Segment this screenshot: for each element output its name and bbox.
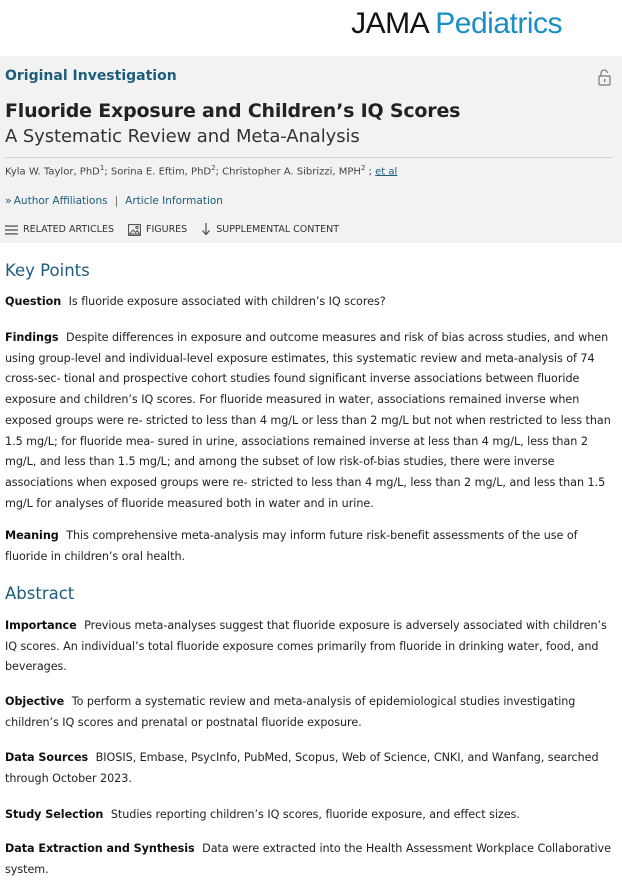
author-sup: 1 xyxy=(99,164,105,172)
journal-header xyxy=(0,0,622,56)
article-title: Fluoride Exposure and Children’s IQ Scores xyxy=(5,100,461,122)
study-selection-text: Studies reporting children’s IQ scores, fluoride exposure, and effect sizes. xyxy=(110,808,520,821)
supplemental-content-label: SUPPLEMENTAL CONTENT xyxy=(216,224,340,235)
key-point-meaning xyxy=(5,526,615,567)
chevron-right-icon: » xyxy=(5,194,12,207)
logo-pediatrics: Pediatrics xyxy=(435,7,562,40)
download-icon xyxy=(201,223,211,236)
question-label: Question xyxy=(5,295,62,308)
unlock-icon[interactable] xyxy=(598,69,611,86)
question-text: Is fluoride exposure associated with children’s IQ scores? xyxy=(68,295,386,308)
abstract-objective xyxy=(5,692,615,733)
data-extraction-label: Data Extraction and Synthesis xyxy=(5,842,195,855)
key-points-heading: Key Points xyxy=(5,261,90,280)
supplemental-content-button[interactable] xyxy=(201,223,339,236)
findings-text: Despite differences in exposure and outcome measures and risk of bias across studies, and when using group-level and individual-level exposure estimates, this systematic review and meta-analysis of 74 cross-sec- tional and prospective cohort studies found significant inverse associations between fluoride exposure and children’s IQ scores. For fluoride measured in water, associations remained inverse when exposed groups were re- stricted to less than 4 mg/L or less than 2 mg/L but not when restricted to less than 1.5 mg/L; for fluoride mea- sured in urine, associations remained inverse at less than 4 mg/L, less than 2 mg/L, and less than 1.5 mg/L; and among the subset of low risk-of-bias studies, there were inverse associations when exposed groups were re- stricted to less than 4 mg/L, less than 2 mg/L, and less than 1.5 mg/L for analyses of fluoride measured both in water and in urine. xyxy=(5,331,611,510)
findings-label: Findings xyxy=(5,331,59,344)
importance-text: Previous meta-analyses suggest that fluoride exposure is adversely associated with children’s IQ scores. An individual’s total fluoride exposure comes primarily from fluoride in drinking water, food, and beverages. xyxy=(5,619,607,674)
author-name[interactable]: Christopher A. Sibrizzi, MPH xyxy=(222,166,361,178)
objective-text: To perform a systematic review and meta-analysis of epidemiological studies investigating children’s IQ scores and prenatal or postnatal fluoride exposure. xyxy=(5,695,576,729)
list-icon xyxy=(5,225,18,235)
related-articles-label: RELATED ARTICLES xyxy=(23,224,114,235)
article-information-link[interactable]: Article Information xyxy=(125,194,223,207)
abstract-importance xyxy=(5,616,615,678)
key-point-question xyxy=(5,292,615,313)
author-sup: 2 xyxy=(360,164,366,172)
abstract-study-selection xyxy=(5,805,615,826)
author-sup: 2 xyxy=(211,164,216,172)
author-list: Kyla W. Taylor, PhD$^1$; Sorina E. Eftim, PhD$^2$; Christopher A. Sibrizzi, MPH$^2$ ; et al xyxy=(5,164,398,178)
data-sources-label: Data Sources xyxy=(5,751,89,764)
study-selection-label: Study Selection xyxy=(5,808,104,821)
logo-jama: JAMA xyxy=(351,7,428,40)
abstract-data-sources xyxy=(5,748,615,789)
article-subtitle: A Systematic Review and Meta-Analysis xyxy=(5,126,360,147)
importance-label: Importance xyxy=(5,619,77,632)
abstract-heading: Abstract xyxy=(5,584,75,603)
article-header xyxy=(0,56,622,243)
article-links xyxy=(5,194,223,207)
journal-logo[interactable] xyxy=(351,7,562,41)
figures-label: FIGURES xyxy=(146,224,188,235)
link-separator: | xyxy=(114,194,119,207)
article-type: Original Investigation xyxy=(5,68,177,84)
author-affiliations-link[interactable]: Author Affiliations xyxy=(13,194,108,207)
data-sources-text: BIOSIS, Embase, PsycInfo, PubMed, Scopus, Web of Science, CNKI, and Wanfang, searched through October 2023. xyxy=(5,751,599,785)
author-name[interactable]: Sorina E. Eftim, PhD xyxy=(110,166,212,178)
meaning-label: Meaning xyxy=(5,529,59,542)
et-al-link[interactable]: et al xyxy=(375,166,398,178)
objective-label: Objective xyxy=(5,695,65,708)
data-extraction-text: Data were extracted into the Health Assessment Workplace Collaborative system. xyxy=(5,842,611,876)
figures-button[interactable] xyxy=(128,224,187,236)
title-divider xyxy=(5,157,612,158)
key-point-findings xyxy=(5,328,615,514)
article-tools xyxy=(5,223,353,236)
abstract-data-extraction xyxy=(5,839,615,880)
author-name[interactable]: Kyla W. Taylor, PhD xyxy=(5,166,100,178)
image-icon xyxy=(128,224,141,236)
related-articles-button[interactable] xyxy=(5,224,114,235)
meaning-text: This comprehensive meta-analysis may inform future risk-benefit assessments of the use of fluoride in children’s oral health. xyxy=(5,529,578,563)
